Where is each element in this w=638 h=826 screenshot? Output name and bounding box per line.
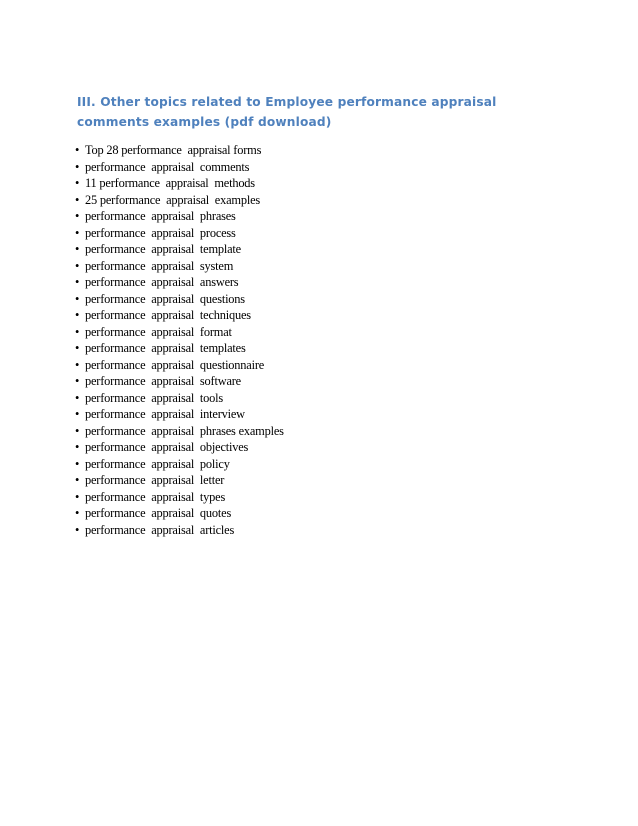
list-item [75, 390, 284, 407]
list-item [75, 406, 284, 423]
list-item [75, 241, 284, 258]
bullet-icon: • [75, 324, 80, 339]
bullet-icon: • [75, 374, 80, 388]
bullet-icon: • [75, 159, 80, 174]
bullet-icon: • [75, 489, 80, 504]
bullet-icon: • [75, 225, 80, 240]
list-item [75, 307, 284, 324]
list-item [75, 373, 284, 390]
list-item-text: performance appraisal format [85, 324, 232, 339]
bullet-icon: • [75, 440, 80, 454]
list-item [75, 208, 284, 225]
bullet-icon: • [75, 209, 80, 223]
list-item-text: performance appraisal types [85, 489, 226, 504]
list-item [75, 456, 284, 473]
list-item [75, 142, 284, 159]
bullet-icon: • [75, 390, 80, 405]
bullet-icon: • [75, 506, 80, 520]
list-item [75, 522, 284, 539]
list-item-text: performance appraisal letter [85, 473, 225, 487]
bullet-icon: • [75, 258, 80, 273]
list-item-text: performance appraisal comments [85, 159, 250, 174]
bullet-icon: • [75, 192, 80, 207]
list-item-text: 11 performance appraisal methods [85, 176, 255, 190]
list-item-text: performance appraisal techniques [85, 308, 251, 322]
list-item-text: 25 performance appraisal examples [85, 192, 260, 207]
list-item [75, 258, 284, 275]
list-item-text: performance appraisal answers [85, 275, 239, 289]
list-item-text: performance appraisal tools [85, 390, 224, 405]
list-item-text: performance appraisal phrases [85, 209, 236, 223]
list-item-text: performance appraisal software [85, 374, 241, 388]
list-item-text: performance appraisal process [85, 225, 236, 240]
list-item [75, 175, 284, 192]
bullet-icon: • [75, 357, 80, 372]
list-item [75, 159, 284, 176]
list-item-text: performance appraisal templates [85, 341, 246, 355]
bullet-icon: • [75, 341, 80, 355]
list-item [75, 357, 284, 374]
list-item [75, 225, 284, 242]
list-item [75, 505, 284, 522]
topic-list [75, 142, 284, 538]
list-item-text: performance appraisal objectives [85, 440, 249, 454]
list-item-text: performance appraisal template [85, 242, 241, 256]
bullet-icon: • [75, 522, 80, 537]
list-item [75, 472, 284, 489]
bullet-icon: • [75, 473, 80, 487]
list-item [75, 291, 284, 308]
list-item [75, 340, 284, 357]
list-item [75, 324, 284, 341]
bullet-icon: • [75, 291, 80, 306]
list-item-text: performance appraisal quotes [85, 506, 232, 520]
bullet-icon: • [75, 407, 80, 421]
list-item [75, 192, 284, 209]
list-item-text: performance appraisal policy [85, 456, 230, 471]
list-item-text: performance appraisal questionnaire [85, 357, 265, 372]
bullet-icon: • [75, 308, 80, 322]
bullet-icon: • [75, 176, 80, 190]
list-item-text: performance appraisal phrases examples [85, 423, 284, 438]
list-item [75, 423, 284, 440]
bullet-icon: • [75, 275, 80, 289]
list-item [75, 489, 284, 506]
list-item-text: performance appraisal articles [85, 522, 235, 537]
bullet-icon: • [75, 456, 80, 471]
list-item [75, 439, 284, 456]
list-item [75, 274, 284, 291]
list-item-text: performance appraisal system [85, 258, 234, 273]
bullet-icon: • [75, 242, 80, 256]
bullet-icon: • [75, 143, 80, 157]
bullet-icon: • [75, 423, 80, 438]
list-item-text: Top 28 performance appraisal forms [85, 143, 262, 157]
list-item-text: performance appraisal questions [85, 291, 245, 306]
list-item-text: performance appraisal interview [85, 407, 245, 421]
section-heading: III. Other topics related to Employee performance appraisal comments examples (pdf download) [77, 95, 497, 129]
